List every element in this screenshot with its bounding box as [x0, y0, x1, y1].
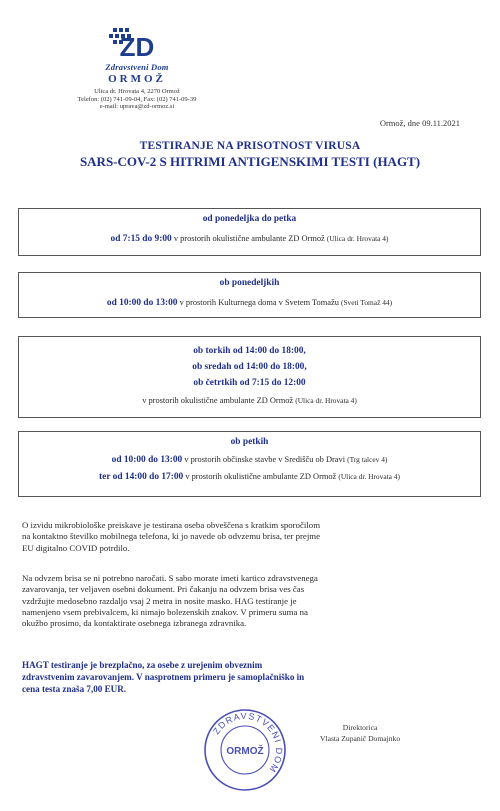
- paragraph-line: HAGT testiranje je brezplačno, za osebe z urejenim obveznim: [22, 660, 263, 670]
- schedule-place: v prostorih Kulturnega doma v Svetem Tomažu: [177, 298, 341, 307]
- schedule-heading: [19, 343, 480, 391]
- paragraph-line: cena testa znaša 7,00 EUR.: [22, 684, 127, 694]
- paragraph-line: namenjeno vsem prebivalcem, ki nimajo bolezenskih znakov. V primeru suma na: [22, 606, 308, 617]
- paragraph-pricing: [22, 659, 480, 695]
- org-name-line1: Zdravstveni Dom: [105, 62, 169, 72]
- schedule-line: [19, 472, 480, 482]
- organization-logo: [72, 26, 202, 111]
- schedule-heading: od ponedeljka do petka: [202, 214, 297, 224]
- paragraph-line: okužbo prosimo, da kontaktirate osebnega izbranega zdravnika.: [22, 618, 247, 629]
- org-name-line2: ORMOŽ: [108, 73, 166, 85]
- schedule-address: (Ulica dr. Hrovata 4): [326, 234, 389, 243]
- official-stamp: [200, 705, 290, 800]
- paragraph-results-info: [22, 520, 480, 554]
- schedule-place: v prostorih občinske stavbe v Središču ob Dravi: [182, 455, 348, 464]
- schedule-address: (Ulica dr. Hrovata 4): [295, 396, 357, 405]
- org-contact: [72, 88, 202, 111]
- stamp-ring-text: ZDRAVSTVENI DOM: [211, 710, 285, 775]
- schedule-place: v prostorih okulistične ambulante ZD Ormož: [171, 234, 327, 243]
- schedule-address: (Sveti Tomaž 44): [340, 298, 393, 307]
- zd-logo-icon: [107, 26, 167, 60]
- paragraph-line: zdravstvenim zavarovanjem. V nasprotnem primeru je samoplačniško in: [22, 672, 305, 682]
- schedule-place: v prostorih okulistične ambulante ZD Ormož: [183, 472, 339, 481]
- schedule-line: [19, 396, 480, 405]
- document-date: Ormož, dne 09.11.2021: [379, 118, 460, 128]
- schedule-heading: ob ponedeljkih: [219, 278, 280, 288]
- paragraph-line: Na odvzem brisa se ni potrebno naročati. S sabo morate imeti kartico zdravstvenega: [22, 573, 318, 583]
- schedule-day-line: ob četrtkih od 7:15 do 12:00: [193, 378, 306, 388]
- paragraph-line: zavarovanja, ter veljaven osebni dokument. Pri čakanju na odvzem brisa ves čas: [22, 584, 305, 595]
- schedule-address: (Ulica dr. Hrovata 4): [338, 472, 400, 481]
- schedule-box-mondays: [18, 272, 481, 318]
- schedule-box-fridays: [18, 431, 481, 497]
- org-email: e-mail: uprava@zd-ormoz.si: [99, 103, 175, 111]
- schedule-time: od 10:00 do 13:00: [106, 298, 178, 308]
- paragraph-line: EU digitalno COVID potrdilo.: [22, 542, 130, 553]
- schedule-address: (Trg talcev 4): [347, 455, 388, 464]
- stamp-icon: [200, 705, 290, 795]
- schedule-day-line: ob torkih od 14:00 do 18:00,: [193, 346, 306, 356]
- org-phone: Telefon: (02) 741-09-04, Fax: (02) 741-09-39: [77, 95, 197, 103]
- title-line2: SARS-COV-2 S HITRIMI ANTIGENSKIMI TESTI (HAGT): [79, 154, 421, 169]
- schedule-line: [19, 234, 480, 244]
- logo-letters: ZD: [119, 32, 155, 60]
- document-title: [0, 140, 500, 170]
- schedule-box-tue-wed-thu: [18, 336, 481, 418]
- paragraph-line: O izvidu mikrobiološke preiskave je testirana oseba obveščena s kratkim sporočilom: [22, 520, 321, 530]
- schedule-time: od 10:00 do 13:00: [111, 455, 183, 465]
- schedule-day-line: ob sredah od 14:00 do 18:00,: [192, 362, 307, 372]
- schedule-heading: ob petkih: [230, 437, 269, 447]
- signature-role: Direktorica: [342, 723, 378, 732]
- title-line1: TESTIRANJE NA PRISOTNOST VIRUSA: [139, 140, 361, 152]
- paragraph-instructions: [22, 573, 480, 629]
- schedule-place: v prostorih okulistične ambulante ZD Ormož: [142, 396, 296, 405]
- signature-block: [320, 722, 400, 744]
- schedule-time: od 7:15 do 9:00: [110, 234, 172, 244]
- paragraph-line: vzdržujte medosebno razdaljo vsaj 2 metra in nosite masko. HAG testiranje je: [22, 595, 297, 606]
- schedule-line: [19, 455, 480, 465]
- paragraph-line: na kontaktno številko mobilnega telefona, ki jo navede ob odvzemu brisa, ter prejme: [22, 531, 321, 542]
- stamp-center-text: ORMOŽ: [226, 746, 264, 757]
- schedule-box-weekdays: [18, 208, 481, 256]
- schedule-time: ter od 14:00 do 17:00: [99, 472, 184, 482]
- org-address: Ulica dr. Hrovata 4, 2270 Ormož: [94, 88, 180, 95]
- signature-name: Vlasta Zupanič Domajnko: [320, 734, 401, 743]
- schedule-line: [19, 298, 480, 308]
